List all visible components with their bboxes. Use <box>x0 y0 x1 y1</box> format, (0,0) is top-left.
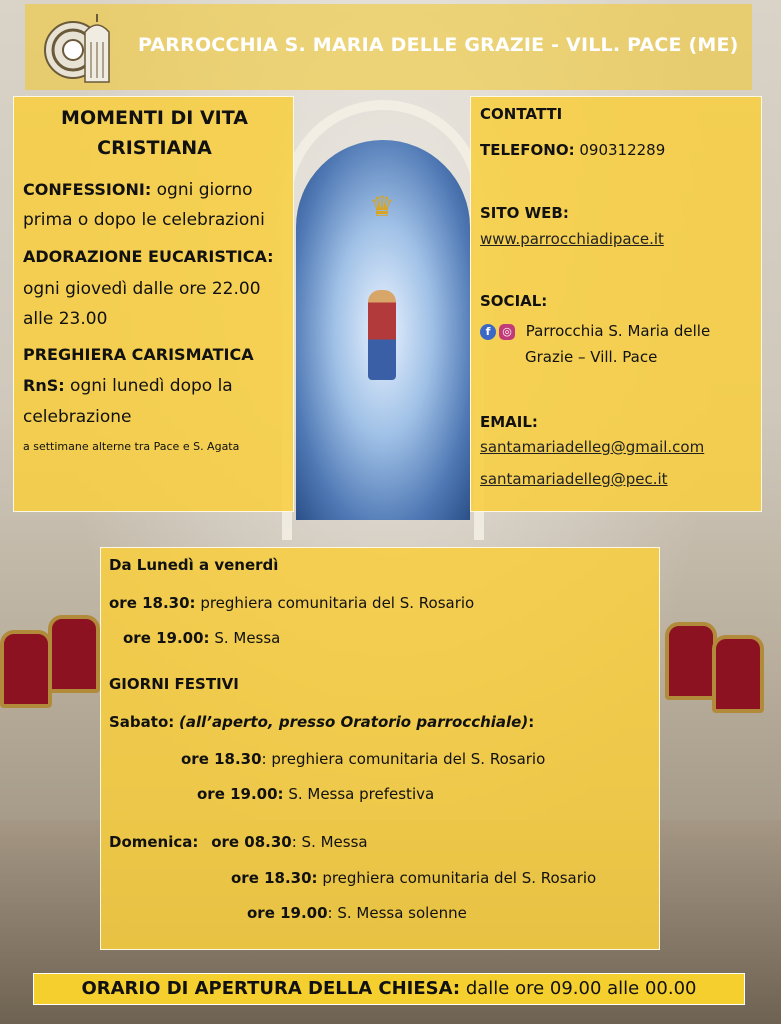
domenica-text-1: : S. Messa <box>291 833 368 851</box>
social-label: SOCIAL: <box>480 292 548 310</box>
weekday-time-2: ore 19.00: <box>123 629 210 647</box>
facebook-icon[interactable]: f <box>480 324 496 340</box>
rns-label: RnS: <box>23 376 65 395</box>
sabato-note: (all’aperto, presso Oratorio parrocchiale) <box>179 713 529 731</box>
social-line2[interactable]: Grazie – Vill. Pace <box>525 348 658 366</box>
opening-hours-value: dalle ore 09.00 alle 00.00 <box>465 978 697 999</box>
header-title: PARROCCHIA S. MARIA DELLE GRAZIE - VILL. PACE (ME) <box>138 34 739 56</box>
weekday-text-2: S. Messa <box>214 629 281 647</box>
telefono-value: 090312289 <box>579 141 666 159</box>
background-chair <box>48 615 100 693</box>
weekday-text-1: preghiera comunitaria del S. Rosario <box>200 594 475 612</box>
domenica-text-2: preghiera comunitaria del S. Rosario <box>322 869 597 887</box>
contatti-title: CONTATTI <box>480 105 563 123</box>
crown-icon: ♛ <box>369 190 395 223</box>
background-chair <box>665 622 717 700</box>
opening-hours-banner <box>33 973 745 1005</box>
social-row <box>480 322 710 340</box>
rns-text1: ogni lunedì dopo la <box>70 376 233 396</box>
social-line1[interactable]: Parrocchia S. Maria delle <box>525 322 711 340</box>
email-label: EMAIL: <box>480 413 538 431</box>
sabato-row <box>109 713 534 731</box>
sabato-row-2 <box>197 785 434 803</box>
sabato-colon: : <box>528 713 535 731</box>
sabato-text-1: : preghiera comunitaria del S. Rosario <box>261 750 546 768</box>
domenica-time-3: ore 19.00 <box>247 904 328 922</box>
schedule-panel <box>100 547 660 950</box>
sabato-text-2: S. Messa prefestiva <box>288 785 435 803</box>
sabato-time-2: ore 19.00: <box>197 785 284 803</box>
confessioni-text1: ogni giorno <box>156 180 253 200</box>
domenica-time-2: ore 18.30: <box>231 869 318 887</box>
weekday-time-1: ore 18.30: <box>109 594 196 612</box>
sabato-label: Sabato: <box>109 713 175 731</box>
domenica-row-3 <box>247 904 467 922</box>
telefono-row <box>480 141 665 159</box>
email-gmail-link[interactable]: santamariadelleg@gmail.com <box>480 438 705 456</box>
festivi-title: GIORNI FESTIVI <box>109 675 239 693</box>
weekday-row-2 <box>123 629 280 647</box>
background-madonna-statue <box>368 290 396 380</box>
rns-row <box>23 375 233 397</box>
adorazione-label: ADORAZIONE EUCARISTICA: <box>23 247 274 266</box>
header-banner <box>25 4 752 90</box>
adorazione-text1: ogni giovedì dalle ore 22.00 <box>23 279 261 299</box>
parish-logo <box>39 8 117 86</box>
domenica-row <box>109 833 368 851</box>
rns-text2: celebrazione <box>23 407 132 427</box>
preghiera-label: PREGHIERA CARISMATICA <box>23 345 254 364</box>
confessioni-label: CONFESSIONI: <box>23 180 152 199</box>
domenica-text-3: : S. Messa solenne <box>327 904 467 922</box>
weekday-row-1 <box>109 594 474 612</box>
sabato-time-1: ore 18.30 <box>181 750 262 768</box>
momenti-title-line2: CRISTIANA <box>97 137 212 159</box>
confessioni-text2: prima o dopo le celebrazioni <box>23 210 265 230</box>
sito-label: SITO WEB: <box>480 204 569 222</box>
confessioni-row <box>23 179 253 201</box>
domenica-time-1: ore 08.30 <box>211 833 292 851</box>
background-chair <box>0 630 52 708</box>
telefono-label: TELEFONO: <box>480 141 575 159</box>
sito-link[interactable]: www.parrocchiadipace.it <box>480 230 664 248</box>
adorazione-text2: alle 23.00 <box>23 309 108 329</box>
contatti-panel <box>470 96 762 512</box>
instagram-icon[interactable]: ◎ <box>499 324 515 340</box>
weekday-title: Da Lunedì a venerdì <box>109 556 279 574</box>
domenica-row-2 <box>231 869 596 887</box>
momenti-panel <box>13 96 294 512</box>
momenti-title-line1: MOMENTI DI VITA <box>61 107 248 129</box>
domenica-label: Domenica: <box>109 833 199 851</box>
background-chair <box>712 635 764 713</box>
opening-hours-label: ORARIO DI APERTURA DELLA CHIESA: <box>81 978 461 999</box>
sabato-row-1 <box>181 750 545 768</box>
email-pec-link[interactable]: santamariadelleg@pec.it <box>480 470 668 488</box>
rns-note: a settimane alterne tra Pace e S. Agata <box>23 440 240 453</box>
